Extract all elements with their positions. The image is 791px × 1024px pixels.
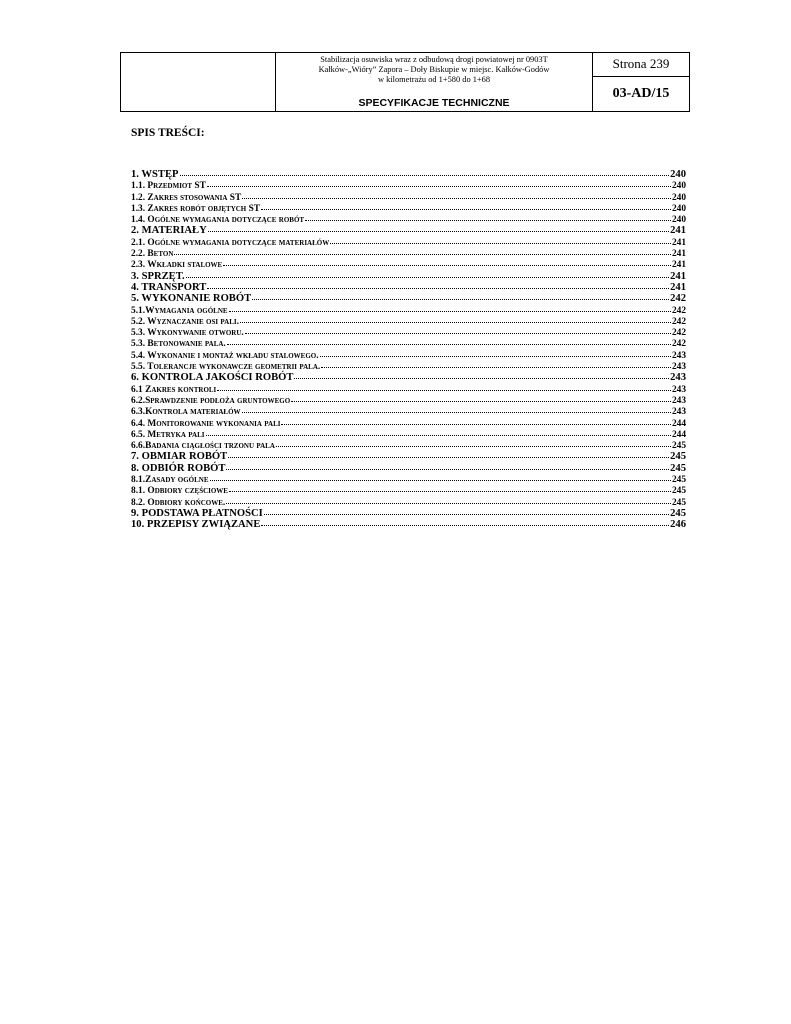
toc-entry[interactable] <box>131 507 686 518</box>
toc-entry-page: 241 <box>671 260 686 271</box>
toc-entry-page: 246 <box>670 519 686 531</box>
toc-entry[interactable] <box>131 281 686 292</box>
document-header <box>120 52 690 112</box>
toc-entry-page: 242 <box>671 328 686 339</box>
toc-entry-page: 243 <box>671 384 686 395</box>
toc-entry[interactable] <box>131 337 686 348</box>
toc-dot-leader <box>242 191 671 200</box>
toc-entry-title: 6.1 Zakres kontroli <box>131 384 217 395</box>
toc-entry-title: 2.2. Beton <box>131 249 174 260</box>
toc-entry-page: 245 <box>671 486 686 497</box>
toc-dot-leader <box>305 213 671 222</box>
toc-entry[interactable] <box>131 304 686 315</box>
toc-entry-page: 244 <box>671 418 686 429</box>
toc-entry[interactable] <box>131 518 686 529</box>
toc-entry-page: 243 <box>671 407 686 418</box>
toc-dot-leader <box>291 394 671 403</box>
toc-entry-page: 240 <box>671 192 686 203</box>
toc-entry[interactable] <box>131 258 686 269</box>
toc-entry-page: 245 <box>670 507 686 519</box>
toc-entry[interactable] <box>131 439 686 450</box>
toc-entry-page: 241 <box>670 270 686 282</box>
toc-entry-title: 8.1. Odbiory częściowe <box>131 486 228 497</box>
toc-dot-leader <box>206 428 671 437</box>
toc-entry-title: 5.5. Tolerancje wykonawcze geometrii pala. <box>131 362 321 373</box>
toc-entry-title: 4. TRANSPORT <box>131 281 207 293</box>
toc-entry-page: 240 <box>671 181 686 192</box>
project-line-1: Stabilizacja osuwiska wraz z odbudową drogi powiatowej nr 0903T <box>320 55 548 64</box>
toc-entry-title: 7. OBMIAR ROBÓT <box>131 451 228 463</box>
toc-entry-title: 1.1. Przedmiot ST <box>131 181 206 192</box>
toc-dot-leader <box>261 202 671 211</box>
toc-entry-title: 1.2. Zakres stosowania ST <box>131 192 242 203</box>
toc-entry-page: 241 <box>670 225 686 237</box>
toc-entry-title: 5.3. Wykonywanie otworu. <box>131 328 244 339</box>
toc-entry[interactable] <box>131 236 686 247</box>
document-code: 03-AD/15 <box>612 86 670 101</box>
toc-entry-page: 242 <box>671 316 686 327</box>
toc-entry-page: 245 <box>670 462 686 474</box>
toc-entry-title: 6.6.Badania ciągłości trzonu pala <box>131 441 275 452</box>
toc-dot-leader <box>321 360 671 369</box>
toc-dot-leader <box>276 439 671 448</box>
toc-entry[interactable] <box>131 417 686 428</box>
toc-entry-page: 242 <box>670 293 686 305</box>
page-number-label: Strona 239 <box>593 53 689 77</box>
toc-entry[interactable] <box>131 462 686 473</box>
toc-dot-leader <box>174 247 671 256</box>
toc-entry-page: 241 <box>671 249 686 260</box>
toc-dot-leader <box>217 383 671 392</box>
toc-entry-title: 1.4. Ogólne wymagania dotyczące robót <box>131 215 305 226</box>
toc-entry[interactable] <box>131 450 686 461</box>
toc-entry[interactable] <box>131 179 686 190</box>
toc-dot-leader <box>245 326 671 335</box>
toc-dot-leader <box>228 450 669 459</box>
toc-entry-page: 243 <box>671 395 686 406</box>
toc-dot-leader <box>294 371 669 380</box>
toc-entry-title: 8. ODBIÓR ROBÓT <box>131 462 226 474</box>
toc-entry[interactable] <box>131 168 686 179</box>
toc-dot-leader <box>264 507 669 516</box>
header-right-cell <box>593 53 690 112</box>
toc-dot-leader <box>208 224 669 233</box>
toc-entry[interactable] <box>131 292 686 303</box>
toc-dot-leader <box>229 484 671 493</box>
toc-dot-leader <box>252 292 669 301</box>
toc-entry[interactable] <box>131 428 686 439</box>
toc-entry-title: 3. SPRZĘT. <box>131 270 185 282</box>
toc-dot-leader <box>281 417 670 426</box>
toc-entry-title: 5. WYKONANIE ROBÓT <box>131 293 252 305</box>
toc-entry-title: 2. MATERIAŁY <box>131 225 207 237</box>
toc-entry-title: 6.4. Monitorowanie wykonania pali <box>131 418 281 429</box>
toc-entry[interactable] <box>131 383 686 394</box>
project-line-3: w kilometrażu od 1+580 do 1+68 <box>377 75 491 84</box>
toc-entry[interactable] <box>131 349 686 360</box>
toc-entry-title: 8.2. Odbiory końcowe. <box>131 497 226 508</box>
toc-entry-page: 242 <box>671 339 686 350</box>
toc-entry-title: 9. PODSTAWA PŁATNOŚCI <box>131 507 263 519</box>
project-line-2: Kałków-„Wióry” Zapora – Doły Biskupie w miejsc. Kałków-Godów <box>318 65 550 74</box>
toc-entry-page: 245 <box>670 451 686 463</box>
toc-dot-leader <box>227 337 671 346</box>
header-center-cell <box>276 53 593 112</box>
toc-entry-title: 5.4. Wykonanie i montaż wkładu stalowego. <box>131 350 319 361</box>
toc-entry-page: 240 <box>671 203 686 214</box>
toc-entry-title: 5.3. Betonowanie pala. <box>131 339 226 350</box>
toc-entry-page: 243 <box>671 362 686 373</box>
toc-dot-leader <box>320 349 671 358</box>
toc-entry-title: 1.3. Zakres robót objętych ST <box>131 203 261 214</box>
toc-entry-title: 6.2.Sprawdzenie podłoża gruntowego <box>131 395 291 406</box>
toc-entry[interactable] <box>131 496 686 507</box>
toc-dot-leader <box>180 168 670 177</box>
toc-entry[interactable] <box>131 371 686 382</box>
toc-entry-title: 10. PRZEPISY ZWIĄZANE <box>131 519 261 531</box>
toc-entry[interactable] <box>131 326 686 337</box>
toc-entry[interactable] <box>131 473 686 484</box>
toc-entry-page: 245 <box>671 441 686 452</box>
toc-entry-title: 6. KONTROLA JAKOŚCI ROBÓT <box>131 372 294 384</box>
toc-entry-page: 243 <box>670 372 686 384</box>
toc-entry-title: 6.3.Kontrola materiałów <box>131 407 241 418</box>
toc-entry-page: 245 <box>671 475 686 486</box>
toc-entry-title: 2.1. Ogólne wymagania dotyczące materiałów <box>131 237 330 248</box>
toc-entry-title: 5.1.Wymagania ogólne <box>131 305 228 316</box>
toc-entry-page: 240 <box>670 169 686 180</box>
toc-dot-leader <box>242 405 671 414</box>
toc-entry-page: 240 <box>671 215 686 226</box>
toc-entry[interactable] <box>131 484 686 495</box>
toc-entry-title: 5.2. Wyznaczanie osi pali. <box>131 316 239 327</box>
toc-dot-leader <box>226 496 671 505</box>
toc-entry[interactable] <box>131 270 686 281</box>
toc-dot-leader <box>186 270 669 279</box>
toc-entry[interactable] <box>131 202 686 213</box>
toc-entry-title: 1. WSTĘP <box>131 169 179 180</box>
toc-entry[interactable] <box>131 191 686 202</box>
toc-entry[interactable] <box>131 360 686 371</box>
toc-entry[interactable] <box>131 224 686 235</box>
toc-heading: SPIS TREŚCI: <box>131 127 205 139</box>
toc-entry-title: 6.5. Metryka pali <box>131 429 205 440</box>
project-description <box>276 53 592 85</box>
table-of-contents <box>131 168 686 530</box>
toc-entry-page: 241 <box>670 281 686 293</box>
toc-entry-page: 241 <box>671 237 686 248</box>
toc-dot-leader <box>226 462 669 471</box>
toc-entry-page: 245 <box>671 497 686 508</box>
toc-entry[interactable] <box>131 315 686 326</box>
toc-dot-leader <box>229 304 671 313</box>
toc-entry[interactable] <box>131 213 686 224</box>
spec-title: SPECYFIKACJE TECHNICZNE <box>358 97 510 109</box>
toc-entry-title: 8.1.Zasady ogólne <box>131 475 209 486</box>
toc-dot-leader <box>330 236 671 245</box>
toc-entry[interactable] <box>131 405 686 416</box>
toc-dot-leader <box>207 281 669 290</box>
toc-entry-page: 242 <box>671 305 686 316</box>
toc-dot-leader <box>223 258 671 267</box>
toc-entry[interactable] <box>131 247 686 258</box>
toc-dot-leader <box>207 179 671 188</box>
toc-entry-page: 244 <box>671 429 686 440</box>
toc-dot-leader <box>210 473 671 482</box>
toc-entry-page: 243 <box>671 350 686 361</box>
toc-entry[interactable] <box>131 394 686 405</box>
toc-dot-leader <box>261 518 669 527</box>
toc-entry-title: 2.3. Wkładki stalowe <box>131 260 223 271</box>
header-blank-cell <box>121 53 276 112</box>
toc-dot-leader <box>240 315 671 324</box>
